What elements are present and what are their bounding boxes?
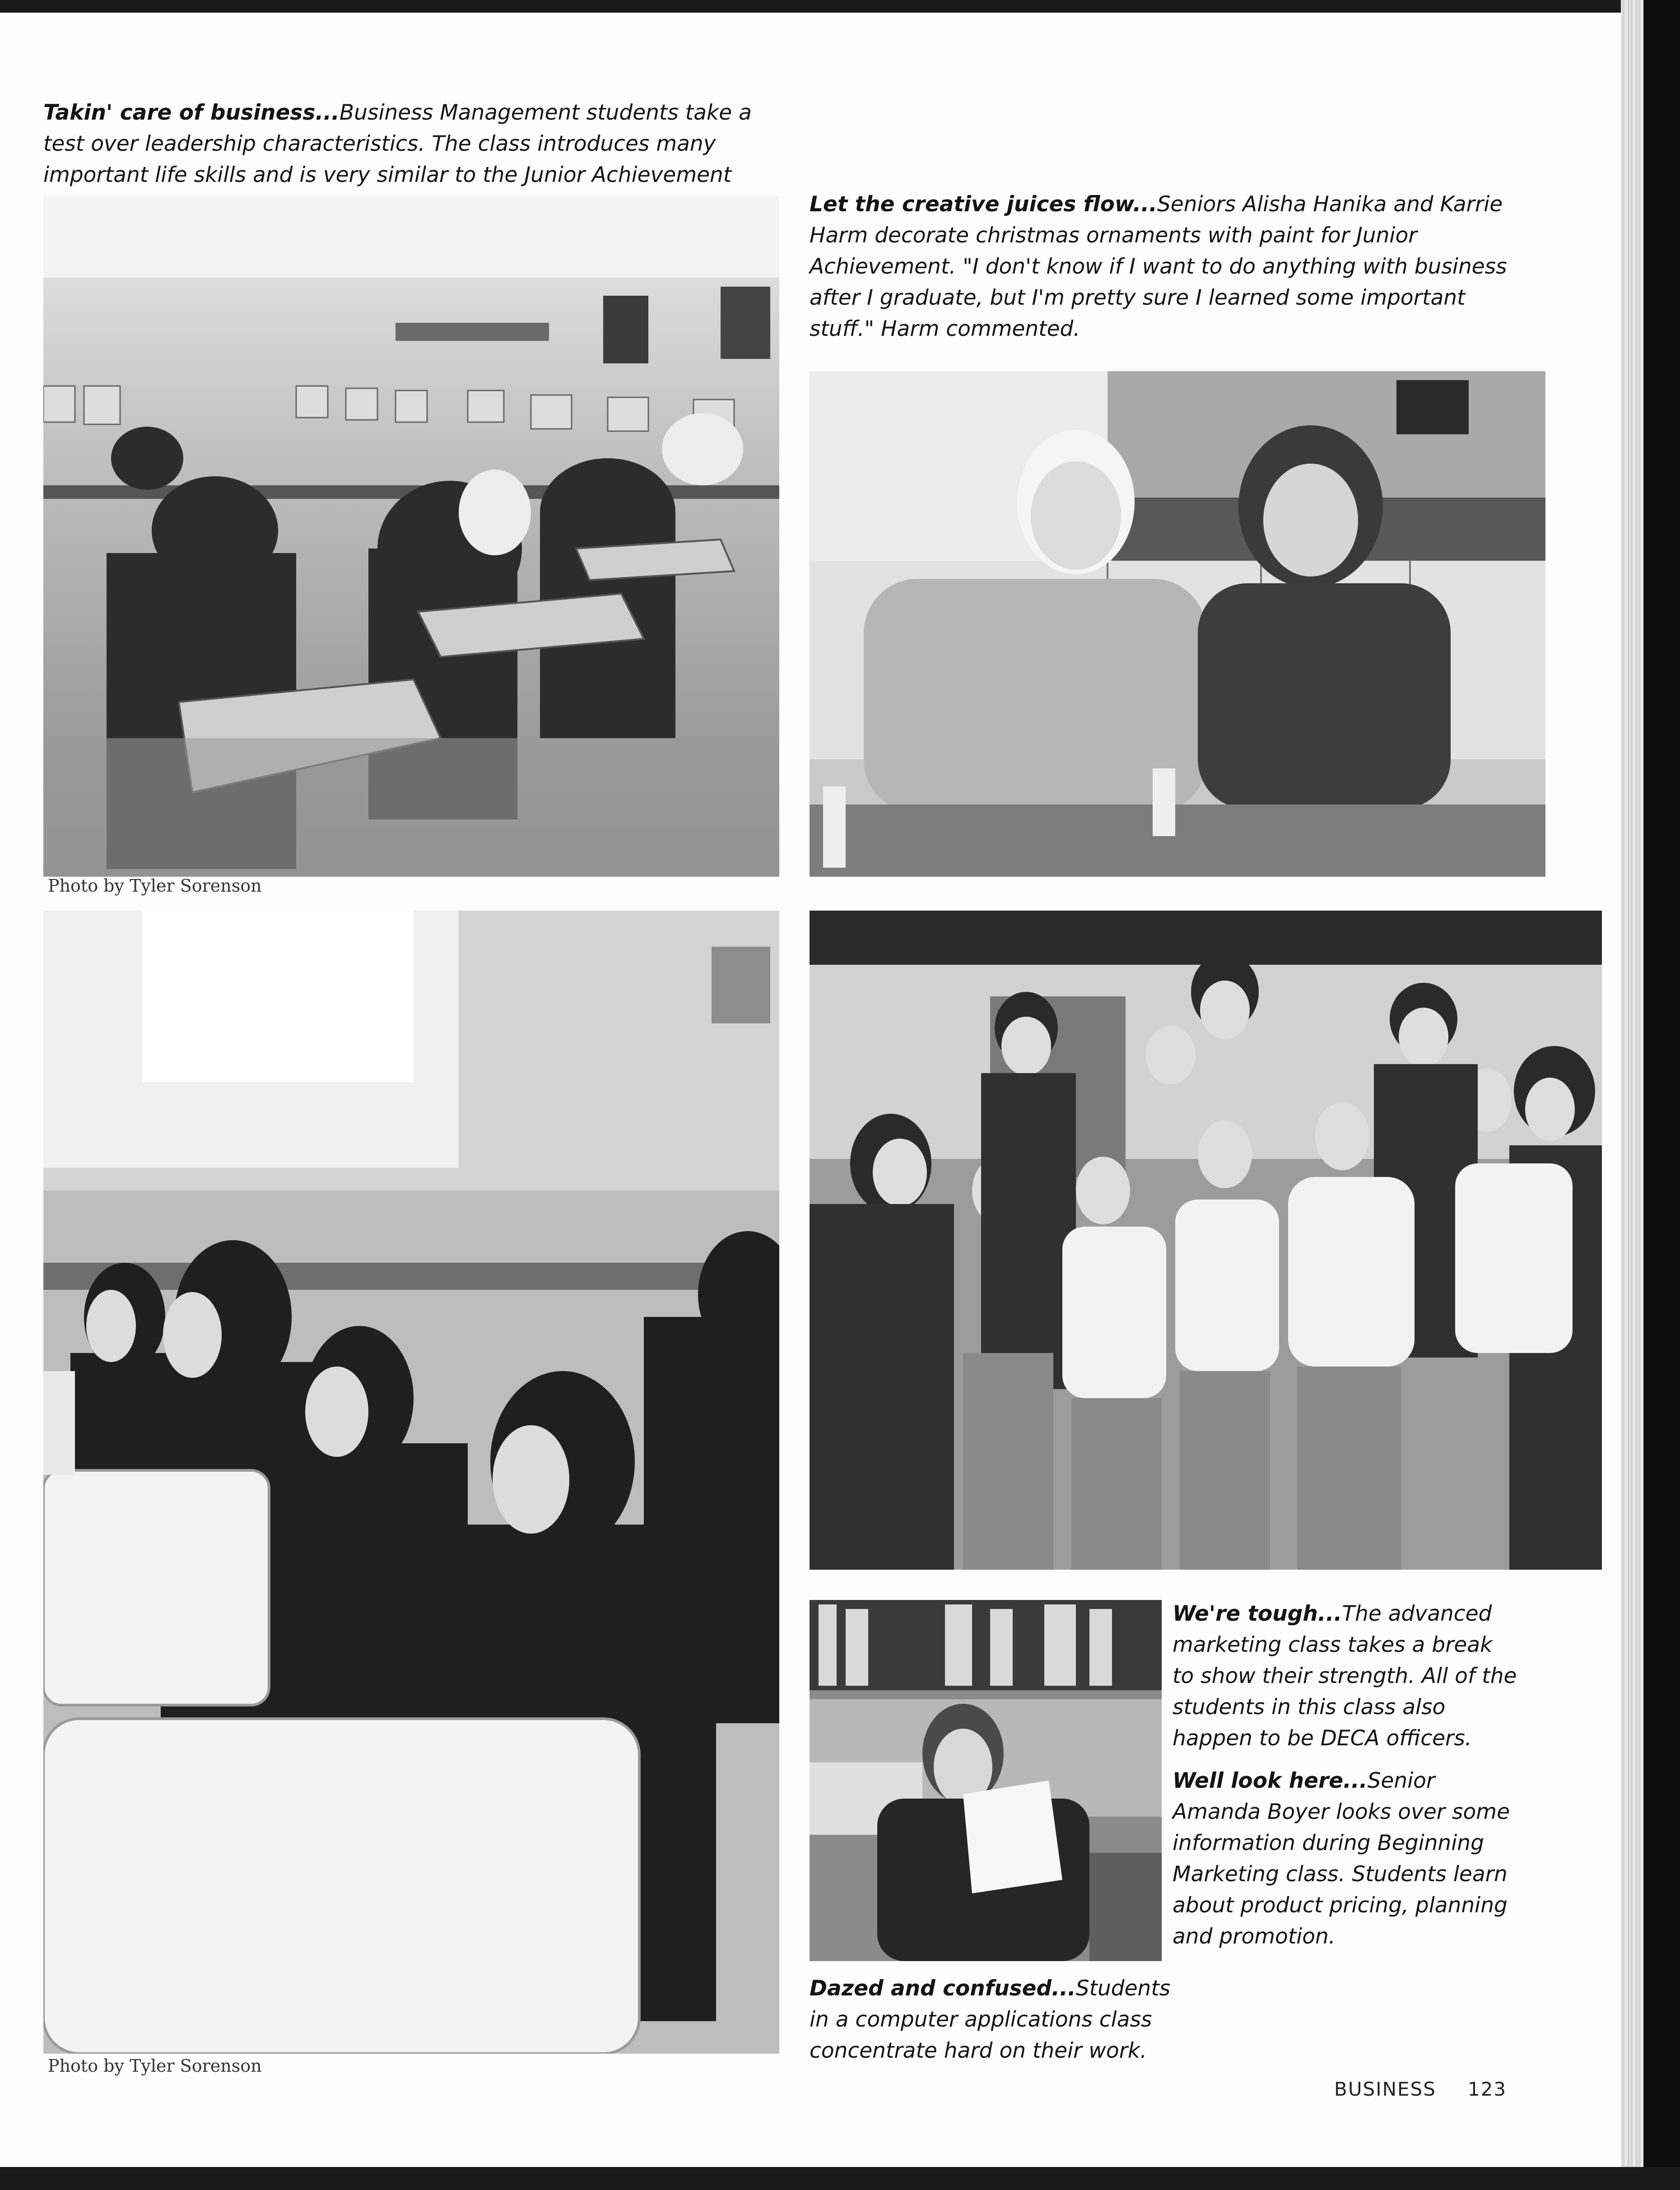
photo-credit-bottom: Photo by Tyler Sorenson	[48, 2056, 262, 2076]
photo-classroom-test	[43, 196, 779, 877]
computer-class-scene	[43, 911, 779, 2054]
photo-computer-class	[43, 911, 779, 2054]
reading-scene	[810, 1600, 1162, 1961]
caption-lead: We're tough...	[1173, 1601, 1342, 1626]
top-scan-border	[0, 0, 1680, 13]
marketing-group-scene	[810, 911, 1602, 1570]
painting-scene	[810, 371, 1545, 877]
caption-lead: Well look here...	[1173, 1768, 1368, 1793]
photo-seniors-painting	[810, 371, 1545, 877]
caption-body: Students in a computer applications class concentrate hard on their work.	[810, 1976, 1171, 2063]
page-footer	[1334, 2078, 1538, 2100]
caption-lead: Takin' care of business...	[43, 100, 340, 125]
photo-credit-top: Photo by Tyler Sorenson	[48, 876, 262, 896]
caption-creative-juices	[810, 189, 1518, 344]
caption-lead: Let the creative juices flow...	[810, 192, 1157, 217]
caption-dazed	[810, 1973, 1175, 2066]
caption-body: The advanced marketing class takes a break to show their strength. All of the students in this class also happen to be DECA officers.	[1173, 1601, 1517, 1751]
photo-marketing-class	[810, 911, 1602, 1570]
classroom-scene	[43, 196, 779, 877]
page-number: 123	[1467, 2078, 1507, 2100]
caption-body: Senior Amanda Boyer looks over some information during Beginning Marketing class. Students learn about product pricing, planning and promotion.	[1173, 1768, 1510, 1949]
caption-tough	[1173, 1598, 1520, 1754]
spine-edge	[1643, 0, 1680, 2190]
caption-look-here	[1173, 1765, 1520, 1952]
bottom-scan-border	[0, 2167, 1680, 2190]
caption-body: Business Management students take a test over leadership characteristics. The class introduces many important life skills and is very similar to the Junior Achievement	[43, 100, 752, 187]
section-name: BUSINESS	[1334, 2078, 1436, 2100]
photo-student-reading	[810, 1600, 1162, 1961]
caption-lead: Dazed and confused...	[810, 1976, 1076, 2001]
caption-body: Seniors Alisha Hanika and Karrie Harm decorate christmas ornaments with paint for Junior Achievement. "I don't know if I want to do anything with business after I graduate, but I'm pretty sure I learned some important stuff." Harm commented.	[810, 192, 1507, 341]
